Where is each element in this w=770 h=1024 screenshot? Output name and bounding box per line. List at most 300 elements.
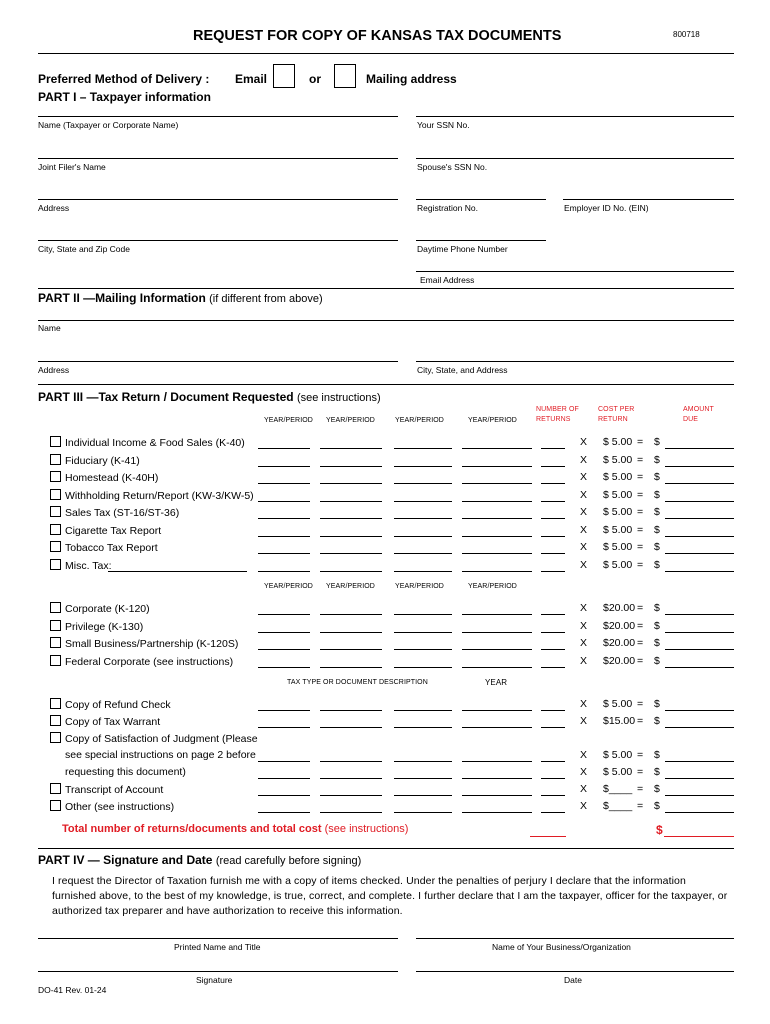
part4-statement: I request the Director of Taxation furnish me with a copy of items checked. Under the penalties of perjury I declare that the information furnished above, to the best of my knowledge, is true, correct, and complete. I further declare that I am the taxpayer, officer for the taxpayer, or authorized tax preparer and have authorization to receive this information. bbox=[52, 875, 728, 917]
name-field-label: Name (Taxpayer or Corporate Name) bbox=[38, 120, 179, 130]
satisfaction-b-cost: $ 5.00 bbox=[603, 766, 633, 778]
g1-row-7-field-4[interactable] bbox=[462, 553, 532, 554]
other-x: X bbox=[580, 800, 588, 812]
satisfaction-checkbox[interactable] bbox=[50, 732, 61, 743]
page-title: REQUEST FOR COPY OF KANSAS TAX DOCUMENTS bbox=[193, 28, 562, 44]
g1-row-2-field-5[interactable] bbox=[541, 466, 565, 467]
satisfaction-a-field-4[interactable] bbox=[462, 761, 532, 762]
g1-row-5-field-2[interactable] bbox=[320, 518, 382, 519]
g1-row-7-dollar: $ bbox=[654, 541, 660, 553]
g1-row-3-amount-field[interactable] bbox=[665, 483, 734, 484]
g2-row-4-field-2[interactable] bbox=[320, 667, 382, 668]
warrant-checkbox[interactable] bbox=[50, 715, 61, 726]
g2-row-3-cost: $20.00 bbox=[603, 637, 636, 649]
g1-row-7-field-2[interactable] bbox=[320, 553, 382, 554]
g1-row-8-equals: = bbox=[637, 558, 644, 571]
delivery-or-label: or bbox=[309, 72, 321, 86]
g1-row-5-field-5[interactable] bbox=[541, 518, 565, 519]
g2-row-3-checkbox[interactable] bbox=[50, 637, 61, 648]
g2-row-2-checkbox[interactable] bbox=[50, 620, 61, 631]
g2-row-2-label: Privilege (K-130) bbox=[65, 620, 144, 633]
satisfaction-b-field-1[interactable] bbox=[258, 778, 310, 779]
g1-row-3-equals: = bbox=[637, 471, 644, 483]
g2-row-3-equals: = bbox=[637, 637, 644, 649]
delivery-label: Preferred Method of Delivery : bbox=[38, 72, 210, 86]
transcript-amount-field[interactable] bbox=[665, 795, 734, 796]
col2-year-4: YEAR/PERIOD bbox=[468, 583, 517, 590]
g1-row-8-field-2[interactable] bbox=[320, 571, 382, 572]
date-field[interactable] bbox=[416, 971, 734, 972]
other-dollar: $ bbox=[654, 800, 660, 812]
refund-x: X bbox=[580, 698, 588, 710]
part2-note: (if different from above) bbox=[209, 293, 323, 305]
transcript-field-3[interactable] bbox=[394, 795, 452, 796]
g2-row-2-equals: = bbox=[637, 619, 644, 632]
g2-row-4-label: Federal Corporate (see instructions) bbox=[65, 655, 234, 668]
refund-cost: $ 5.00 bbox=[603, 698, 633, 710]
warrant-item[interactable] bbox=[50, 715, 160, 728]
g1-row-5-label: Sales Tax (ST-16/ST-36) bbox=[65, 507, 180, 519]
g2-row-1-field-1[interactable] bbox=[258, 614, 310, 615]
g1-row-3-field-4[interactable] bbox=[462, 483, 532, 484]
g2-row-1-equals: = bbox=[637, 602, 644, 614]
g1-row-2-field-4[interactable] bbox=[462, 466, 532, 467]
part2-rule-a[interactable] bbox=[38, 361, 398, 362]
g1-row-4-item[interactable] bbox=[50, 489, 254, 502]
satisfaction-a-field-3[interactable] bbox=[394, 761, 452, 762]
col-amount-2: DUE bbox=[683, 416, 699, 423]
part1-title: PART I – Taxpayer information bbox=[38, 90, 211, 104]
g2-row-1-checkbox[interactable] bbox=[50, 602, 61, 613]
g2-row-3-field-3[interactable] bbox=[394, 649, 452, 650]
warrant-cost: $15.00 bbox=[603, 715, 636, 727]
g1-row-6-field-3[interactable] bbox=[394, 536, 452, 537]
g1-row-7-label: Tobacco Tax Report bbox=[65, 542, 158, 554]
g1-row-8-amount-field[interactable] bbox=[665, 571, 734, 572]
g1-row-5-field-1[interactable] bbox=[258, 518, 310, 519]
satisfaction-a-field-1[interactable] bbox=[258, 761, 310, 762]
g1-row-2-label: Fiduciary (K-41) bbox=[65, 454, 140, 467]
ein-label: Employer ID No. (EIN) bbox=[564, 203, 649, 213]
satisfaction-item[interactable] bbox=[50, 732, 258, 745]
warrant-field-1[interactable] bbox=[258, 727, 310, 728]
total-amount-field[interactable] bbox=[664, 836, 734, 837]
warrant-dollar: $ bbox=[654, 715, 660, 727]
g2-row-4-amount-field[interactable] bbox=[665, 667, 734, 668]
g2-row-1-field-4[interactable] bbox=[462, 614, 532, 615]
g1-row-2-x: X bbox=[580, 453, 588, 466]
g1-row-6-cost: $ 5.00 bbox=[603, 523, 633, 536]
g1-row-2-amount-field[interactable] bbox=[665, 466, 734, 467]
g1-row-3-dollar: $ bbox=[654, 471, 660, 483]
satisfaction-b-amount-field[interactable] bbox=[665, 778, 734, 779]
g2-row-1-field-5[interactable] bbox=[541, 614, 565, 615]
delivery-mail-label: Mailing address bbox=[366, 72, 457, 86]
part4-title-text: PART IV — Signature and Date bbox=[38, 853, 213, 867]
satisfaction-line-3: requesting this document) bbox=[65, 766, 186, 778]
g1-row-8-x: X bbox=[580, 558, 588, 571]
g1-row-3-field-5[interactable] bbox=[541, 483, 565, 484]
other-label: Other (see instructions) bbox=[65, 801, 175, 813]
satisfaction-a-x: X bbox=[580, 749, 588, 761]
part1-rule-5[interactable] bbox=[416, 271, 734, 272]
g2-row-4-field-1[interactable] bbox=[258, 667, 310, 668]
g1-row-3-checkbox[interactable] bbox=[50, 471, 61, 482]
g1-row-8-field-1[interactable] bbox=[258, 571, 310, 572]
g1-row-2-cost: $ 5.00 bbox=[603, 453, 633, 466]
g1-row-3-item[interactable] bbox=[50, 471, 158, 484]
address-label: Address bbox=[38, 203, 70, 213]
g1-row-7-cost: $ 5.00 bbox=[603, 541, 633, 553]
col2-year-1: YEAR/PERIOD bbox=[264, 583, 313, 590]
g1-row-3-cost: $ 5.00 bbox=[603, 471, 633, 483]
g2-row-2-cost: $20.00 bbox=[603, 619, 636, 632]
satisfaction-a-cost: $ 5.00 bbox=[603, 749, 633, 761]
g1-row-5-field-3[interactable] bbox=[394, 518, 452, 519]
g2-row-2-item[interactable] bbox=[50, 620, 143, 633]
g2-row-2-field-3[interactable] bbox=[394, 632, 452, 633]
g1-row-3-field-2[interactable] bbox=[320, 483, 382, 484]
g1-row-6-dollar: $ bbox=[654, 523, 660, 536]
g1-row-1-item[interactable] bbox=[50, 436, 245, 449]
g1-row-8-dollar: $ bbox=[654, 558, 660, 571]
g1-row-4-field-3[interactable] bbox=[394, 501, 452, 502]
col-num-returns-2: RETURNS bbox=[536, 416, 571, 423]
g1-row-6-amount-field[interactable] bbox=[665, 536, 734, 537]
refund-field-3[interactable] bbox=[394, 710, 452, 711]
g2-row-1-field-3[interactable] bbox=[394, 614, 452, 615]
g2-row-4-field-4[interactable] bbox=[462, 667, 532, 668]
g1-row-4-field-5[interactable] bbox=[541, 501, 565, 502]
refund-label: Copy of Refund Check bbox=[65, 699, 171, 711]
satisfaction-b-field-2[interactable] bbox=[320, 778, 382, 779]
g1-row-1-checkbox[interactable] bbox=[50, 436, 61, 447]
g2-row-2-field-1[interactable] bbox=[258, 632, 310, 633]
other-amount-field[interactable] bbox=[665, 812, 734, 813]
g2-row-2-x: X bbox=[580, 619, 588, 632]
transcript-field-2[interactable] bbox=[320, 795, 382, 796]
total-label bbox=[62, 823, 408, 835]
part1-rule-3a[interactable] bbox=[38, 199, 398, 200]
part3-title-text: PART III —Tax Return / Document Requested bbox=[38, 390, 294, 404]
col3-type-header: TAX TYPE OR DOCUMENT DESCRIPTION bbox=[287, 679, 428, 686]
signature-label: Signature bbox=[196, 975, 233, 985]
g2-row-1-x: X bbox=[580, 602, 588, 614]
g1-row-1-x: X bbox=[580, 436, 588, 448]
total-note: (see instructions) bbox=[324, 823, 409, 835]
g1-row-5-checkbox[interactable] bbox=[50, 506, 61, 517]
part1-rule-1a[interactable] bbox=[38, 116, 398, 117]
g1-row-4-label: Withholding Return/Report (KW-3/KW-5) bbox=[65, 489, 254, 502]
warrant-label: Copy of Tax Warrant bbox=[65, 716, 161, 728]
warrant-x: X bbox=[580, 715, 588, 727]
total-returns-field[interactable] bbox=[530, 836, 566, 837]
warrant-field-2[interactable] bbox=[320, 727, 382, 728]
g1-row-4-field-1[interactable] bbox=[258, 501, 310, 502]
part2-rule-name[interactable] bbox=[38, 320, 734, 321]
g2-row-3-x: X bbox=[580, 637, 588, 649]
total-label-text: Total number of returns/documents and total cost bbox=[62, 823, 322, 835]
g2-row-4-field-5[interactable] bbox=[541, 667, 565, 668]
satisfaction-a-field-5[interactable] bbox=[541, 761, 565, 762]
transcript-field-5[interactable] bbox=[541, 795, 565, 796]
g2-row-1-field-2[interactable] bbox=[320, 614, 382, 615]
part1-rule-2b[interactable] bbox=[416, 158, 734, 159]
g1-row-2-checkbox[interactable] bbox=[50, 454, 61, 465]
part3-top-rule bbox=[38, 384, 734, 385]
g1-row-3-field-1[interactable] bbox=[258, 483, 310, 484]
g2-row-3-dollar: $ bbox=[654, 637, 660, 649]
transcript-dollar: $ bbox=[654, 783, 660, 795]
g1-row-5-item[interactable] bbox=[50, 506, 179, 519]
warrant-field-5[interactable] bbox=[541, 727, 565, 728]
part2-title-text: PART II —Mailing Information bbox=[38, 291, 206, 305]
g2-row-1-dollar: $ bbox=[654, 602, 660, 614]
form-code: 800718 bbox=[673, 30, 700, 39]
satisfaction-line-2: see special instructions on page 2 before bbox=[65, 749, 256, 761]
g1-row-2-field-3[interactable] bbox=[394, 466, 452, 467]
g1-row-2-field-2[interactable] bbox=[320, 466, 382, 467]
g1-row-1-field-1[interactable] bbox=[258, 448, 310, 449]
g1-row-1-dollar: $ bbox=[654, 436, 660, 448]
part1-rule-4b[interactable] bbox=[416, 240, 546, 241]
spouse-ssn-label: Spouse's SSN No. bbox=[417, 162, 488, 172]
transcript-equals: = bbox=[637, 783, 644, 795]
g2-row-3-label: Small Business/Partnership (K-120S) bbox=[65, 638, 239, 650]
g2-row-4-item[interactable] bbox=[50, 655, 233, 668]
col-amount-1: AMOUNT bbox=[683, 406, 714, 413]
g1-row-7-amount-field[interactable] bbox=[665, 553, 734, 554]
part1-rule-2a[interactable] bbox=[38, 158, 398, 159]
part2-name-label: Name bbox=[38, 323, 61, 333]
g1-row-3-label: Homestead (K-40H) bbox=[65, 472, 159, 484]
g1-row-6-field-5[interactable] bbox=[541, 536, 565, 537]
refund-equals: = bbox=[637, 698, 644, 710]
g2-row-2-amount-field[interactable] bbox=[665, 632, 734, 633]
g2-row-3-field-4[interactable] bbox=[462, 649, 532, 650]
part2-top-rule bbox=[38, 288, 734, 289]
g1-row-7-field-5[interactable] bbox=[541, 553, 565, 554]
g1-row-1-field-2[interactable] bbox=[320, 448, 382, 449]
g1-row-5-dollar: $ bbox=[654, 506, 660, 518]
g2-row-4-x: X bbox=[580, 654, 588, 667]
g2-row-3-field-2[interactable] bbox=[320, 649, 382, 650]
refund-field-2[interactable] bbox=[320, 710, 382, 711]
g1-row-3-field-3[interactable] bbox=[394, 483, 452, 484]
part4-title bbox=[38, 853, 361, 867]
g1-row-7-field-1[interactable] bbox=[258, 553, 310, 554]
printed-name-label: Printed Name and Title bbox=[174, 942, 261, 952]
g1-row-8-field-4[interactable] bbox=[462, 571, 532, 572]
g1-row-4-field-4[interactable] bbox=[462, 501, 532, 502]
warrant-amount-field[interactable] bbox=[665, 727, 734, 728]
g1-row-6-x: X bbox=[580, 523, 588, 536]
g2-row-2-field-2[interactable] bbox=[320, 632, 382, 633]
g1-row-8-field-5[interactable] bbox=[541, 571, 565, 572]
g1-row-8-checkbox[interactable] bbox=[50, 559, 61, 570]
g1-row-1-equals: = bbox=[637, 436, 644, 448]
g2-row-4-field-3[interactable] bbox=[394, 667, 452, 668]
total-dollar-sign: $ bbox=[656, 823, 663, 837]
part1-rule-3b[interactable] bbox=[416, 199, 546, 200]
satisfaction-b-equals: = bbox=[637, 766, 644, 778]
g1-row-5-amount-field[interactable] bbox=[665, 518, 734, 519]
g1-row-2-equals: = bbox=[637, 453, 644, 466]
g1-row-4-amount-field[interactable] bbox=[665, 501, 734, 502]
g2-row-4-dollar: $ bbox=[654, 654, 660, 667]
ssn-field-label: Your SSN No. bbox=[417, 120, 470, 130]
g2-row-2-dollar: $ bbox=[654, 619, 660, 632]
g1-row-8-field-3[interactable] bbox=[394, 571, 452, 572]
g1-row-1-cost: $ 5.00 bbox=[603, 436, 633, 448]
satisfaction-b-field-5[interactable] bbox=[541, 778, 565, 779]
col-year-2: YEAR/PERIOD bbox=[326, 417, 375, 424]
g1-row-1-field-3[interactable] bbox=[394, 448, 452, 449]
g1-row-7-equals: = bbox=[637, 541, 644, 553]
refund-field-1[interactable] bbox=[258, 710, 310, 711]
g1-row-7-checkbox[interactable] bbox=[50, 541, 61, 552]
g2-row-2-field-4[interactable] bbox=[462, 632, 532, 633]
g1-row-7-item[interactable] bbox=[50, 541, 158, 554]
col-year-3: YEAR/PERIOD bbox=[395, 417, 444, 424]
g2-row-3-item[interactable] bbox=[50, 637, 238, 650]
g2-row-1-amount-field[interactable] bbox=[665, 614, 734, 615]
printed-name-field[interactable] bbox=[38, 938, 398, 939]
other-checkbox[interactable] bbox=[50, 800, 61, 811]
g1-row-1-label: Individual Income & Food Sales (K-40) bbox=[65, 437, 245, 449]
g1-row-1-field-5[interactable] bbox=[541, 448, 565, 449]
delivery-mail-checkbox[interactable] bbox=[334, 64, 356, 88]
satisfaction-b-field-3[interactable] bbox=[394, 778, 452, 779]
g1-row-2-item[interactable] bbox=[50, 454, 140, 467]
warrant-equals: = bbox=[637, 715, 644, 727]
delivery-email-checkbox[interactable] bbox=[273, 64, 295, 88]
part1-rule-4a[interactable] bbox=[38, 240, 398, 241]
transcript-checkbox[interactable] bbox=[50, 783, 61, 794]
part2-title bbox=[38, 291, 323, 305]
g2-row-4-equals: = bbox=[637, 654, 644, 667]
g1-row-6-checkbox[interactable] bbox=[50, 524, 61, 535]
g1-row-6-equals: = bbox=[637, 523, 644, 536]
g2-row-3-amount-field[interactable] bbox=[665, 649, 734, 650]
transcript-item[interactable] bbox=[50, 783, 163, 796]
g2-row-1-item[interactable] bbox=[50, 602, 150, 615]
col3-year-header: YEAR bbox=[485, 678, 508, 687]
g1-row-4-field-2[interactable] bbox=[320, 501, 382, 502]
g1-row-4-checkbox[interactable] bbox=[50, 489, 61, 500]
other-cost: $____ bbox=[603, 800, 633, 812]
other-field-3[interactable] bbox=[394, 812, 452, 813]
g2-row-4-checkbox[interactable] bbox=[50, 655, 61, 666]
part4-note: (read carefully before signing) bbox=[215, 855, 362, 867]
other-field-1[interactable] bbox=[258, 812, 310, 813]
g2-row-3-field-5[interactable] bbox=[541, 649, 565, 650]
other-equals: = bbox=[637, 800, 644, 812]
g2-row-2-field-5[interactable] bbox=[541, 632, 565, 633]
satisfaction-b-dollar: $ bbox=[654, 766, 660, 778]
other-field-2[interactable] bbox=[320, 812, 382, 813]
g1-row-8-item[interactable] bbox=[50, 559, 111, 572]
other-field-5[interactable] bbox=[541, 812, 565, 813]
city-label: City, State and Zip Code bbox=[38, 244, 130, 254]
g1-row-7-x: X bbox=[580, 541, 588, 553]
refund-field-4[interactable] bbox=[462, 710, 532, 711]
g2-row-4-cost: $20.00 bbox=[603, 654, 636, 667]
col-year-4: YEAR/PERIOD bbox=[468, 417, 517, 424]
satisfaction-label: Copy of Satisfaction of Judgment (Please bbox=[65, 733, 258, 745]
satisfaction-b-x: X bbox=[580, 766, 588, 778]
refund-field-5[interactable] bbox=[541, 710, 565, 711]
business-name-label: Name of Your Business/Organization bbox=[492, 942, 631, 952]
g2-row-3-field-1[interactable] bbox=[258, 649, 310, 650]
warrant-field-4[interactable] bbox=[462, 727, 532, 728]
warrant-field-3[interactable] bbox=[394, 727, 452, 728]
form-revision: DO-41 Rev. 01-24 bbox=[38, 985, 107, 995]
business-name-field[interactable] bbox=[416, 938, 734, 939]
part2-city-label: City, State, and Address bbox=[417, 365, 508, 375]
g1-row-6-item[interactable] bbox=[50, 524, 161, 537]
satisfaction-a-amount-field[interactable] bbox=[665, 761, 734, 762]
part2-rule-b[interactable] bbox=[416, 361, 734, 362]
g1-row-4-cost: $ 5.00 bbox=[603, 488, 633, 501]
g2-row-1-cost: $20.00 bbox=[603, 602, 636, 614]
part3-title bbox=[38, 390, 381, 404]
g1-row-4-x: X bbox=[580, 488, 588, 501]
g1-row-5-field-4[interactable] bbox=[462, 518, 532, 519]
transcript-field-4[interactable] bbox=[462, 795, 532, 796]
other-item[interactable] bbox=[50, 800, 174, 813]
g1-row-5-cost: $ 5.00 bbox=[603, 506, 633, 518]
satisfaction-a-field-2[interactable] bbox=[320, 761, 382, 762]
g1-row-8-label: Misc. Tax: bbox=[65, 559, 112, 572]
satisfaction-a-equals: = bbox=[637, 749, 644, 761]
header-rule bbox=[38, 53, 734, 54]
g1-row-6-label: Cigarette Tax Report bbox=[65, 524, 162, 537]
transcript-x: X bbox=[580, 783, 588, 795]
transcript-cost: $____ bbox=[603, 783, 633, 795]
satisfaction-b-field-4[interactable] bbox=[462, 778, 532, 779]
refund-checkbox[interactable] bbox=[50, 698, 61, 709]
refund-item[interactable] bbox=[50, 698, 171, 711]
g1-row-1-amount-field[interactable] bbox=[665, 448, 734, 449]
g1-row-7-field-3[interactable] bbox=[394, 553, 452, 554]
satisfaction-a-dollar: $ bbox=[654, 749, 660, 761]
col-cost-1: COST PER bbox=[598, 406, 635, 413]
part1-rule-1b[interactable] bbox=[416, 116, 734, 117]
refund-amount-field[interactable] bbox=[665, 710, 734, 711]
g1-row-6-field-2[interactable] bbox=[320, 536, 382, 537]
delivery-email-label: Email bbox=[235, 72, 268, 86]
g1-row-1-field-4[interactable] bbox=[462, 448, 532, 449]
g1-row-2-field-1[interactable] bbox=[258, 466, 310, 467]
other-field-4[interactable] bbox=[462, 812, 532, 813]
g1-row-2-dollar: $ bbox=[654, 453, 660, 466]
signature-field[interactable] bbox=[38, 971, 398, 972]
misc-tax-field[interactable] bbox=[108, 571, 247, 572]
col2-year-2: YEAR/PERIOD bbox=[326, 583, 375, 590]
part1-rule-3c[interactable] bbox=[563, 199, 734, 200]
joint-filer-label: Joint Filer's Name bbox=[38, 162, 106, 172]
g1-row-6-field-4[interactable] bbox=[462, 536, 532, 537]
registration-label: Registration No. bbox=[417, 203, 478, 213]
date-label: Date bbox=[564, 975, 582, 985]
phone-label: Daytime Phone Number bbox=[417, 244, 508, 254]
g1-row-6-field-1[interactable] bbox=[258, 536, 310, 537]
refund-dollar: $ bbox=[654, 698, 660, 710]
transcript-field-1[interactable] bbox=[258, 795, 310, 796]
part3-note: (see instructions) bbox=[296, 392, 381, 404]
part2-address-label: Address bbox=[38, 365, 70, 375]
